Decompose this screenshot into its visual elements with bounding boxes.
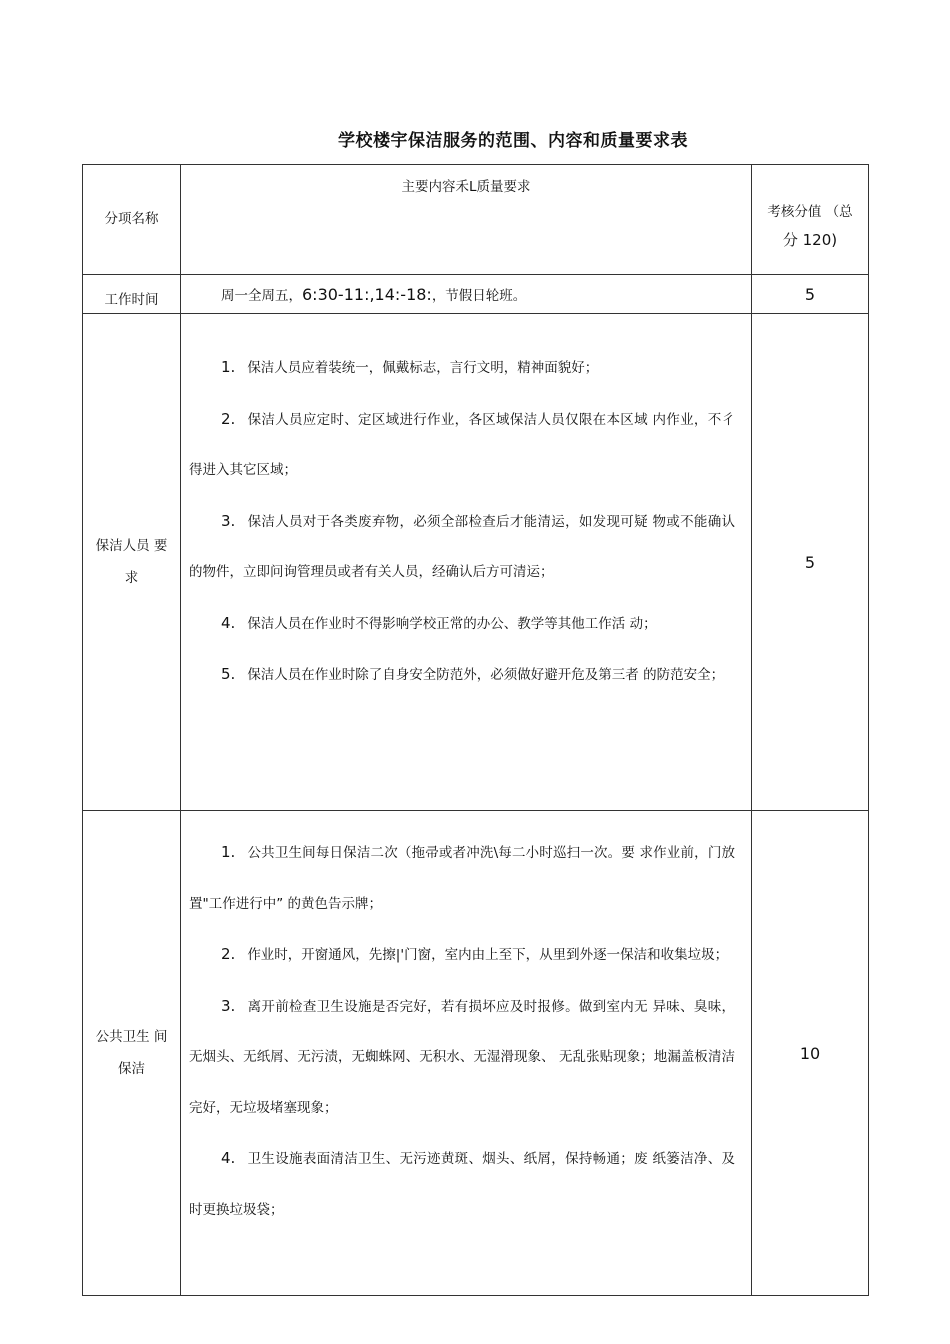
header-item-name: 分项名称: [83, 165, 181, 275]
table-header-row: [83, 165, 869, 275]
row-score-restroom-cleaning: 10: [752, 811, 869, 1296]
row-name-line2: 求: [124, 570, 139, 586]
list-item: [189, 394, 735, 496]
row-score-work-time: 5: [752, 275, 869, 314]
item-number: 3.: [221, 511, 236, 530]
row-content-restroom-cleaning: [181, 811, 752, 1296]
item-number: 4.: [221, 613, 236, 632]
requirements-table: [82, 164, 869, 1296]
row-name-line2: 保洁: [118, 1061, 145, 1077]
header-main-content: 主要内容禾L质量要求: [181, 165, 752, 275]
list-item: [189, 342, 735, 394]
item-number: 1.: [221, 843, 236, 861]
item-text: 卫生设施表面清洁卫生、无污迹黄斑、烟头、纸屑，保持畅通；废 纸篓洁净、及时更换垃圾袋；: [189, 1151, 735, 1218]
row-name-line1: 保洁人员 要: [95, 538, 168, 554]
item-text: 保洁人员对于各类废弃物，必须全部检查后才能清运，如发现可疑 物或不能确认的物件，立即问询管理员或者有关人员，经确认后方可清运；: [189, 513, 735, 580]
row-name-line1: 公共卫生 间: [95, 1029, 168, 1045]
row-name-work-time: 工作时间: [83, 275, 181, 314]
item-number: 4.: [221, 1149, 236, 1167]
list-item: [189, 929, 735, 981]
table-row: [83, 314, 869, 811]
document-title: 学校楼宇保洁服务的范围、内容和质量要求表: [338, 131, 688, 151]
item-text: 保洁人员应定时、定区域进行作业，各区域保洁人员仅限在本区域 内作业，不彳得进入其它区域；: [189, 411, 735, 478]
list-item: [189, 827, 735, 929]
list-item: [189, 496, 735, 598]
list-item: [189, 981, 735, 1134]
table-row: [83, 275, 869, 314]
item-text: 保洁人员应着装统一，佩戴标志，言行文明，精神面貌好；: [247, 360, 599, 376]
header-score: [752, 165, 869, 275]
list-item: [189, 649, 735, 701]
item-number: 2.: [221, 945, 236, 963]
row-content-staff-requirements: [181, 314, 752, 811]
row-content-work-time: [181, 275, 752, 314]
item-number: 1.: [221, 358, 236, 376]
item-text: 作业时，开窗通风，先擦|'门窗，室内由上至下，从里到外逐一保洁和收集垃圾；: [247, 947, 729, 963]
header-score-line2: 分 120): [782, 230, 838, 249]
row-score-staff-requirements: 5: [752, 314, 869, 811]
header-score-line1: 考核分值 （总: [767, 203, 853, 220]
item-text: 公共卫生间每日保洁二次（拖帚或者冲洗\每二小时巡扫一次。要 求作业前，门放置"工作进行中” 的黄色告示牌；: [189, 845, 735, 912]
table-row: [83, 811, 869, 1296]
work-time-hours: 6:30-11:,14:-18:: [302, 285, 432, 304]
item-number: 3.: [221, 996, 236, 1015]
item-text: 保洁人员在作业时不得影响学校正常的办公、教学等其他工作活 动；: [247, 615, 657, 632]
row-name-staff-requirements: [83, 314, 181, 811]
item-number: 2.: [221, 409, 236, 428]
work-time-suffix: ，节假日轮班。: [431, 288, 527, 304]
item-text: 保洁人员在作业时除了自身安全防范外，必须做好避开危及第三者 的防范安全；: [247, 667, 725, 683]
item-text: 离开前检查卫生设施是否完好，若有损坏应及时报修。做到室内无 异味、臭味，无烟头、无纸屑、无污渍，无蜘蛛网、无积水、无湿滑现象、 无乱张贴现象；地漏盖板清洁完好，无垃圾堵塞现象；: [189, 998, 735, 1116]
list-item: [189, 598, 735, 650]
row-name-restroom-cleaning: [83, 811, 181, 1296]
item-number: 5.: [221, 665, 236, 683]
list-item: [189, 1133, 735, 1235]
work-time-prefix: 周一全周五，: [221, 288, 302, 304]
